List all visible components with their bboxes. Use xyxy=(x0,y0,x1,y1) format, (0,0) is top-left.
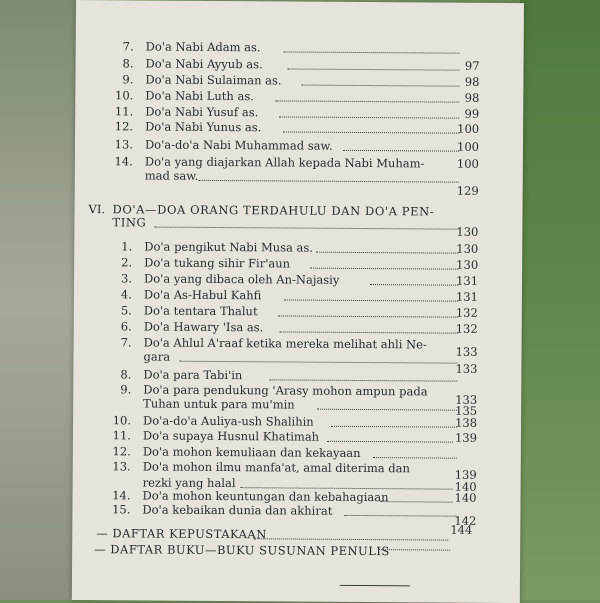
entry-page: 100 xyxy=(456,156,479,171)
entry-number: 6. xyxy=(120,319,132,334)
toc-entry xyxy=(75,136,523,155)
entry-page: 138 xyxy=(455,415,478,430)
leader-dots xyxy=(275,100,459,102)
entry-page: 98 xyxy=(464,74,480,89)
background-right xyxy=(520,0,600,600)
entry-title: Do'a Ahlul A'raaf ketika mereka melihat ahli Ne- xyxy=(143,335,427,352)
entry-title: Do'a Hawary 'Isa as. xyxy=(143,319,264,335)
entry-number: 9. xyxy=(122,72,134,87)
entry-title: Do'a Nabi Luth as. xyxy=(145,88,254,104)
entry-page: 142 xyxy=(454,513,477,528)
leader-dots xyxy=(370,284,458,286)
entry-number: 8. xyxy=(120,367,132,382)
background-left xyxy=(0,0,80,600)
back-matter-title: — DAFTAR BUKU—BUKU SUSUNAN PENULIS xyxy=(94,542,390,559)
entry-page: 133 xyxy=(455,392,478,407)
entry-page: 100 xyxy=(456,139,480,154)
entry-page: 140 xyxy=(454,479,477,494)
entry-page: 139 xyxy=(454,467,477,482)
entry-page: 98 xyxy=(464,90,480,105)
leader-dots xyxy=(284,51,460,53)
leader-dots xyxy=(283,131,459,133)
entry-title: Do'a mohon ilmu manfa'at, amal diterima dan xyxy=(142,459,411,476)
back-matter-page: 144 xyxy=(450,522,473,537)
toc-entry xyxy=(76,38,524,57)
entry-number: 3. xyxy=(121,271,133,286)
entry-title: Do'a mohon keuntungan dan kebahagiaan xyxy=(142,488,389,505)
entry-title: Do'a pengikut Nabi Musa as. xyxy=(144,239,314,255)
back-matter-title: — DAFTAR KEPUSTAKAAN xyxy=(96,526,267,542)
entry-page: 132 xyxy=(455,305,478,320)
entry-page: 130 xyxy=(456,257,479,272)
entry-page: 133 xyxy=(455,361,478,376)
entry-page: 100 xyxy=(457,121,480,136)
leader-dots xyxy=(316,252,458,254)
entry-title: Do'a para Tabi'in xyxy=(143,367,243,383)
back-matter-entry xyxy=(72,541,520,560)
entry-page: 131 xyxy=(455,289,478,304)
leader-dots xyxy=(343,150,459,152)
entry-number: 14. xyxy=(112,488,131,503)
entry-title: Do'a As-Habul Kahfi xyxy=(143,287,262,303)
entry-number: 12. xyxy=(112,444,131,459)
entry-page: 130 xyxy=(456,241,479,256)
book-page xyxy=(72,0,524,603)
entry-title: Do'a kebaikan dunia dan akhirat xyxy=(142,502,333,518)
entry-page: 133 xyxy=(455,344,478,359)
leader-dots xyxy=(331,426,457,428)
entry-page: 97 xyxy=(464,58,480,73)
entry-title: Do'a Nabi Yunus as. xyxy=(145,119,262,135)
leader-dots xyxy=(284,299,458,301)
entry-page: 132 xyxy=(455,321,478,336)
leader-dots xyxy=(254,538,448,540)
entry-number: 4. xyxy=(120,287,132,302)
entry-title: Do'a Nabi Sulaiman as. xyxy=(145,72,282,88)
leader-dots xyxy=(269,379,457,381)
entry-title: Do'a-do'a Auliya-ush Shalihin xyxy=(143,413,314,429)
section-page: 130 xyxy=(456,224,479,239)
entry-title: Do'a para pendukung 'Arasy mohon ampun pada xyxy=(143,382,428,399)
section-title-continuation: TING xyxy=(112,215,147,230)
section-numeral: VI. xyxy=(88,202,106,217)
entry-title: Do'a tentara Thalut xyxy=(143,303,258,319)
leader-dots xyxy=(179,361,457,364)
entry-title: Do'a Nabi Ayyub as. xyxy=(145,56,263,72)
entry-title-continuation: gara xyxy=(143,349,171,364)
entry-number: 13. xyxy=(112,459,131,474)
entry-number: 2. xyxy=(121,255,133,270)
toc-entry xyxy=(75,118,523,137)
entry-title: Do'a supaya Husnul Khatimah xyxy=(142,428,320,444)
entry-page: 139 xyxy=(454,430,478,445)
entry-number: 7. xyxy=(120,335,132,350)
leader-dots xyxy=(373,457,457,459)
leader-dots xyxy=(279,116,459,118)
entry-title: Do'a Nabi Adam as. xyxy=(145,39,261,55)
section-title: DO'A—DOA ORANG TERDAHULU DAN DO'A PEN- xyxy=(112,202,435,219)
entry-title: Do'a yang dibaca oleh An-Najasiy xyxy=(144,271,340,287)
entry-number: 9. xyxy=(120,382,132,397)
entry-number: 1. xyxy=(121,239,133,254)
toc-entry-page-line xyxy=(75,180,523,199)
section-page-line xyxy=(74,221,522,240)
entry-title: Do'a Nabi Yusuf as. xyxy=(145,104,259,120)
entry-number: 15. xyxy=(112,502,131,517)
leader-dots xyxy=(288,68,460,70)
entry-number: 8. xyxy=(122,56,134,71)
table-of-contents xyxy=(72,0,524,603)
leader-dots xyxy=(280,331,458,333)
entry-title: Do'a mohon kemuliaan dan kekayaan xyxy=(142,444,361,460)
entry-number: 11. xyxy=(112,428,132,443)
leader-dots xyxy=(301,85,459,87)
entry-page: 129 xyxy=(456,183,479,198)
entry-title-continuation: rezki yang halal xyxy=(142,475,236,491)
entry-title: Do'a-do'a Nabi Muhammad saw. xyxy=(144,137,333,153)
entry-title: Do'a tukang sihir Fir'aun xyxy=(144,255,291,271)
entry-page: 140 xyxy=(454,490,477,505)
entry-page: 131 xyxy=(456,273,479,288)
leader-dots xyxy=(327,441,453,443)
entry-page: 99 xyxy=(464,106,480,121)
entry-number: 14. xyxy=(114,154,133,169)
page-bottom-rule xyxy=(340,585,410,586)
entry-title: Do'a yang diajarkan Allah kepada Nabi Muham- xyxy=(144,154,425,171)
leader-dots xyxy=(310,268,458,270)
entry-page: 135 xyxy=(455,403,478,418)
entry-number: 10. xyxy=(112,413,132,428)
entry-number: 13. xyxy=(114,137,134,152)
entry-number: 7. xyxy=(122,39,134,54)
entry-number: 5. xyxy=(120,303,132,318)
leader-dots xyxy=(278,315,458,317)
entry-number: 11. xyxy=(114,104,134,119)
entry-title-continuation: mad saw. xyxy=(144,168,199,183)
entry-title-continuation: Tuhan untuk para mu'min xyxy=(143,396,295,412)
entry-number: 10. xyxy=(114,88,134,103)
entry-number: 12. xyxy=(114,119,134,134)
